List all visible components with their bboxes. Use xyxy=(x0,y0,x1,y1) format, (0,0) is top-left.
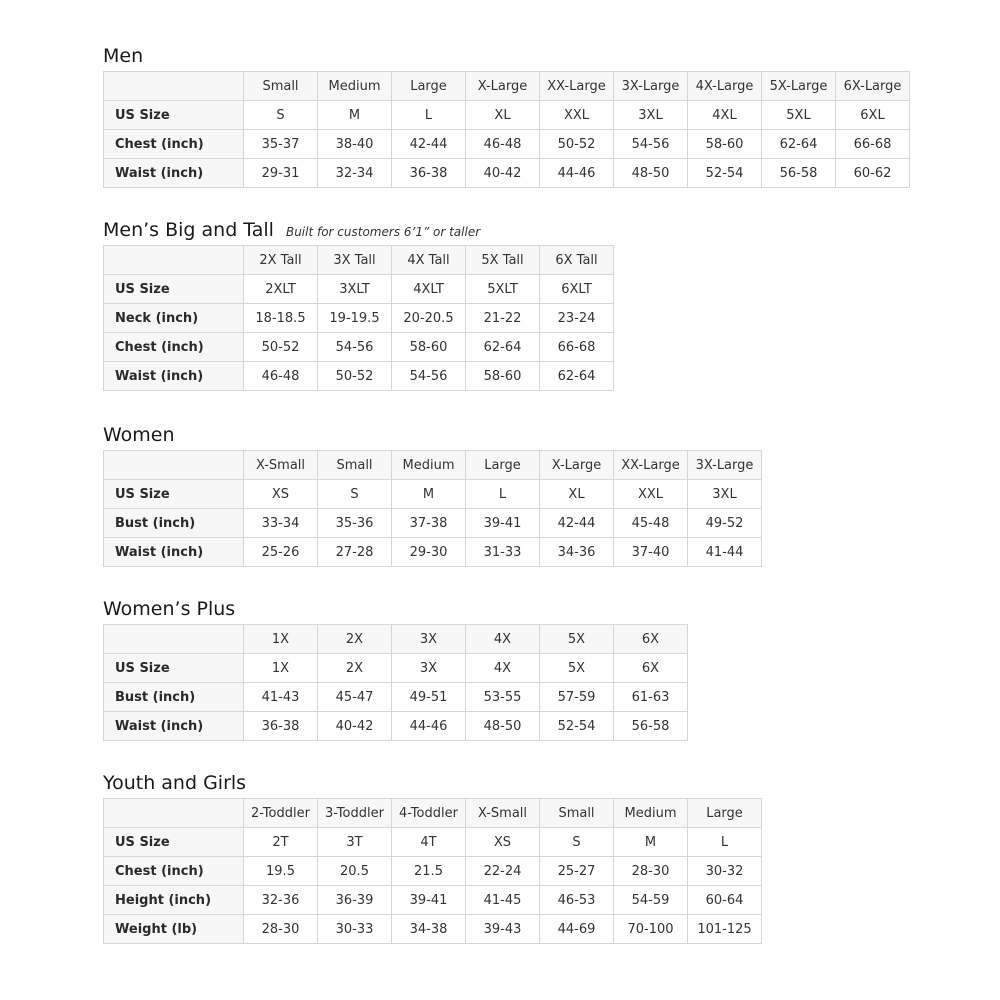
table-row xyxy=(104,130,910,159)
section-title xyxy=(103,218,614,242)
column-header: Large xyxy=(688,799,762,828)
section-title xyxy=(103,44,910,68)
column-header: 6X-Large xyxy=(836,72,910,101)
table-cell: 27-28 xyxy=(318,538,392,567)
section-title-text: Women’s Plus xyxy=(103,598,236,620)
table-cell: XXL xyxy=(614,480,688,509)
table-cell: 28-30 xyxy=(244,915,318,944)
table-cell: 31-33 xyxy=(466,538,540,567)
column-header: XX-Large xyxy=(614,451,688,480)
table-cell: 46-48 xyxy=(244,362,318,391)
table-cell: 46-48 xyxy=(466,130,540,159)
table-cell: 66-68 xyxy=(836,130,910,159)
table-cell: 21.5 xyxy=(392,857,466,886)
table-cell: 20-20.5 xyxy=(392,304,466,333)
table-cell: 45-48 xyxy=(614,509,688,538)
row-label: Neck (inch) xyxy=(104,304,244,333)
column-header: Small xyxy=(540,799,614,828)
table-cell: S xyxy=(318,480,392,509)
table-cell: 2X xyxy=(318,654,392,683)
column-header: 1X xyxy=(244,625,318,654)
table-cell: 29-31 xyxy=(244,159,318,188)
table-cell: 60-64 xyxy=(688,886,762,915)
table-cell: 29-30 xyxy=(392,538,466,567)
column-header: Large xyxy=(466,451,540,480)
table-row xyxy=(104,304,614,333)
table-cell: 36-38 xyxy=(392,159,466,188)
table-cell: 70-100 xyxy=(614,915,688,944)
row-label: Chest (inch) xyxy=(104,857,244,886)
table-row xyxy=(104,683,688,712)
size-section-women xyxy=(103,423,762,567)
table-cell: 62-64 xyxy=(762,130,836,159)
table-cell: L xyxy=(688,828,762,857)
table-cell: XS xyxy=(244,480,318,509)
table-header-row xyxy=(104,451,762,480)
table-cell: 5XL xyxy=(762,101,836,130)
table-cell: 45-47 xyxy=(318,683,392,712)
column-header: 4-Toddler xyxy=(392,799,466,828)
table-cell: 58-60 xyxy=(688,130,762,159)
table-cell: 4T xyxy=(392,828,466,857)
table-cell: 22-24 xyxy=(466,857,540,886)
table-cell: 101-125 xyxy=(688,915,762,944)
table-cell: 3XL xyxy=(614,101,688,130)
row-label: Bust (inch) xyxy=(104,509,244,538)
row-label: Bust (inch) xyxy=(104,683,244,712)
table-cell: 40-42 xyxy=(466,159,540,188)
table-cell: 54-56 xyxy=(614,130,688,159)
row-label: US Size xyxy=(104,828,244,857)
table-row xyxy=(104,538,762,567)
table-row xyxy=(104,275,614,304)
section-title-text: Women xyxy=(103,424,175,446)
row-label: Chest (inch) xyxy=(104,333,244,362)
column-header: 4X xyxy=(466,625,540,654)
table-row xyxy=(104,333,614,362)
table-cell: 1X xyxy=(244,654,318,683)
table-cell: 33-34 xyxy=(244,509,318,538)
table-row xyxy=(104,857,762,886)
table-cell: 4XLT xyxy=(392,275,466,304)
table-cell: 50-52 xyxy=(318,362,392,391)
table-cell: 52-54 xyxy=(688,159,762,188)
table-cell: 23-24 xyxy=(540,304,614,333)
row-label: US Size xyxy=(104,275,244,304)
column-header: 4X-Large xyxy=(688,72,762,101)
table-corner-cell xyxy=(104,246,244,275)
section-title-text: Men xyxy=(103,45,144,67)
table-corner-cell xyxy=(104,451,244,480)
table-cell: 50-52 xyxy=(244,333,318,362)
table-cell: 60-62 xyxy=(836,159,910,188)
table-cell: 58-60 xyxy=(392,333,466,362)
table-cell: 39-43 xyxy=(466,915,540,944)
column-header: Medium xyxy=(318,72,392,101)
row-label: US Size xyxy=(104,480,244,509)
table-cell: 18-18.5 xyxy=(244,304,318,333)
column-header: 3X-Large xyxy=(614,72,688,101)
column-header: 3-Toddler xyxy=(318,799,392,828)
column-header: Medium xyxy=(392,451,466,480)
table-corner-cell xyxy=(104,72,244,101)
section-title-text: Youth and Girls xyxy=(103,772,247,794)
table-cell: 36-38 xyxy=(244,712,318,741)
table-cell: 54-56 xyxy=(318,333,392,362)
table-row xyxy=(104,480,762,509)
table-cell: 42-44 xyxy=(392,130,466,159)
table-cell: XXL xyxy=(540,101,614,130)
column-header: 5X xyxy=(540,625,614,654)
section-subtitle: Built for customers 6’1” or taller xyxy=(285,225,481,239)
column-header: 3X Tall xyxy=(318,246,392,275)
size-section-youth-and-girls xyxy=(103,771,762,944)
table-cell: 2XLT xyxy=(244,275,318,304)
table-cell: 62-64 xyxy=(466,333,540,362)
size-table xyxy=(103,71,910,188)
table-cell: 39-41 xyxy=(392,886,466,915)
table-cell: XL xyxy=(466,101,540,130)
table-cell: 50-52 xyxy=(540,130,614,159)
section-title xyxy=(103,423,762,447)
table-header-row xyxy=(104,72,910,101)
table-row xyxy=(104,828,762,857)
row-label: US Size xyxy=(104,101,244,130)
table-corner-cell xyxy=(104,799,244,828)
table-cell: 4XL xyxy=(688,101,762,130)
table-cell: 37-38 xyxy=(392,509,466,538)
column-header: 6X Tall xyxy=(540,246,614,275)
table-cell: 35-37 xyxy=(244,130,318,159)
size-table xyxy=(103,624,688,741)
table-cell: 54-56 xyxy=(392,362,466,391)
size-table xyxy=(103,450,762,567)
table-cell: 40-42 xyxy=(318,712,392,741)
table-cell: 34-36 xyxy=(540,538,614,567)
table-cell: 3T xyxy=(318,828,392,857)
table-cell: S xyxy=(540,828,614,857)
table-row xyxy=(104,712,688,741)
column-header: 3X xyxy=(392,625,466,654)
table-cell: 58-60 xyxy=(466,362,540,391)
table-cell: 2T xyxy=(244,828,318,857)
table-row xyxy=(104,101,910,130)
table-cell: 49-51 xyxy=(392,683,466,712)
table-row xyxy=(104,654,688,683)
row-label: US Size xyxy=(104,654,244,683)
table-cell: 30-33 xyxy=(318,915,392,944)
table-cell: 57-59 xyxy=(540,683,614,712)
size-section-women-s-plus xyxy=(103,597,688,741)
column-header: X-Large xyxy=(540,451,614,480)
column-header: 5X Tall xyxy=(466,246,540,275)
table-cell: 46-53 xyxy=(540,886,614,915)
table-cell: 30-32 xyxy=(688,857,762,886)
table-cell: 36-39 xyxy=(318,886,392,915)
table-cell: 28-30 xyxy=(614,857,688,886)
column-header: Small xyxy=(244,72,318,101)
row-label: Waist (inch) xyxy=(104,712,244,741)
table-cell: 48-50 xyxy=(614,159,688,188)
column-header: 4X Tall xyxy=(392,246,466,275)
table-row xyxy=(104,915,762,944)
table-cell: 20.5 xyxy=(318,857,392,886)
table-cell: XL xyxy=(540,480,614,509)
table-cell: XS xyxy=(466,828,540,857)
table-cell: L xyxy=(392,101,466,130)
column-header: 3X-Large xyxy=(688,451,762,480)
table-cell: 41-43 xyxy=(244,683,318,712)
table-cell: 35-36 xyxy=(318,509,392,538)
table-cell: 48-50 xyxy=(466,712,540,741)
column-header: X-Large xyxy=(466,72,540,101)
column-header: Medium xyxy=(614,799,688,828)
table-corner-cell xyxy=(104,625,244,654)
table-cell: 49-52 xyxy=(688,509,762,538)
column-header: X-Small xyxy=(244,451,318,480)
table-cell: 62-64 xyxy=(540,362,614,391)
row-label: Chest (inch) xyxy=(104,130,244,159)
table-cell: 3X xyxy=(392,654,466,683)
table-cell: 53-55 xyxy=(466,683,540,712)
table-cell: 41-45 xyxy=(466,886,540,915)
table-cell: 61-63 xyxy=(614,683,688,712)
table-cell: M xyxy=(318,101,392,130)
table-cell: 5X xyxy=(540,654,614,683)
column-header: Small xyxy=(318,451,392,480)
table-cell: 44-46 xyxy=(392,712,466,741)
table-cell: 39-41 xyxy=(466,509,540,538)
size-section-men xyxy=(103,44,910,188)
column-header: XX-Large xyxy=(540,72,614,101)
table-cell: 6XL xyxy=(836,101,910,130)
table-cell: 37-40 xyxy=(614,538,688,567)
table-cell: 41-44 xyxy=(688,538,762,567)
table-cell: 56-58 xyxy=(614,712,688,741)
table-cell: 32-34 xyxy=(318,159,392,188)
table-cell: 6X xyxy=(614,654,688,683)
table-cell: 34-38 xyxy=(392,915,466,944)
table-row xyxy=(104,159,910,188)
table-cell: 5XLT xyxy=(466,275,540,304)
row-label: Weight (lb) xyxy=(104,915,244,944)
table-cell: 19-19.5 xyxy=(318,304,392,333)
row-label: Waist (inch) xyxy=(104,159,244,188)
column-header: X-Small xyxy=(466,799,540,828)
table-header-row xyxy=(104,246,614,275)
size-section-men-s-big-and-tall xyxy=(103,218,614,391)
row-label: Waist (inch) xyxy=(104,538,244,567)
table-row xyxy=(104,509,762,538)
table-cell: 4X xyxy=(466,654,540,683)
column-header: 2-Toddler xyxy=(244,799,318,828)
size-table xyxy=(103,798,762,944)
table-cell: 56-58 xyxy=(762,159,836,188)
column-header: 5X-Large xyxy=(762,72,836,101)
column-header: 2X xyxy=(318,625,392,654)
table-cell: 21-22 xyxy=(466,304,540,333)
table-cell: 44-46 xyxy=(540,159,614,188)
row-label: Height (inch) xyxy=(104,886,244,915)
table-cell: 3XL xyxy=(688,480,762,509)
table-cell: 54-59 xyxy=(614,886,688,915)
table-cell: 42-44 xyxy=(540,509,614,538)
table-cell: L xyxy=(466,480,540,509)
table-header-row xyxy=(104,799,762,828)
section-title xyxy=(103,597,688,621)
table-cell: 25-26 xyxy=(244,538,318,567)
table-row xyxy=(104,886,762,915)
table-cell: 66-68 xyxy=(540,333,614,362)
section-title-text: Men’s Big and Tall xyxy=(103,219,274,241)
table-cell: 3XLT xyxy=(318,275,392,304)
table-cell: 19.5 xyxy=(244,857,318,886)
size-table xyxy=(103,245,614,391)
column-header: 2X Tall xyxy=(244,246,318,275)
table-cell: M xyxy=(392,480,466,509)
section-title xyxy=(103,771,762,795)
table-cell: 25-27 xyxy=(540,857,614,886)
column-header: 6X xyxy=(614,625,688,654)
table-cell: 44-69 xyxy=(540,915,614,944)
table-cell: 6XLT xyxy=(540,275,614,304)
table-header-row xyxy=(104,625,688,654)
table-cell: M xyxy=(614,828,688,857)
table-cell: S xyxy=(244,101,318,130)
row-label: Waist (inch) xyxy=(104,362,244,391)
column-header: Large xyxy=(392,72,466,101)
table-cell: 38-40 xyxy=(318,130,392,159)
table-cell: 52-54 xyxy=(540,712,614,741)
table-row xyxy=(104,362,614,391)
table-cell: 32-36 xyxy=(244,886,318,915)
